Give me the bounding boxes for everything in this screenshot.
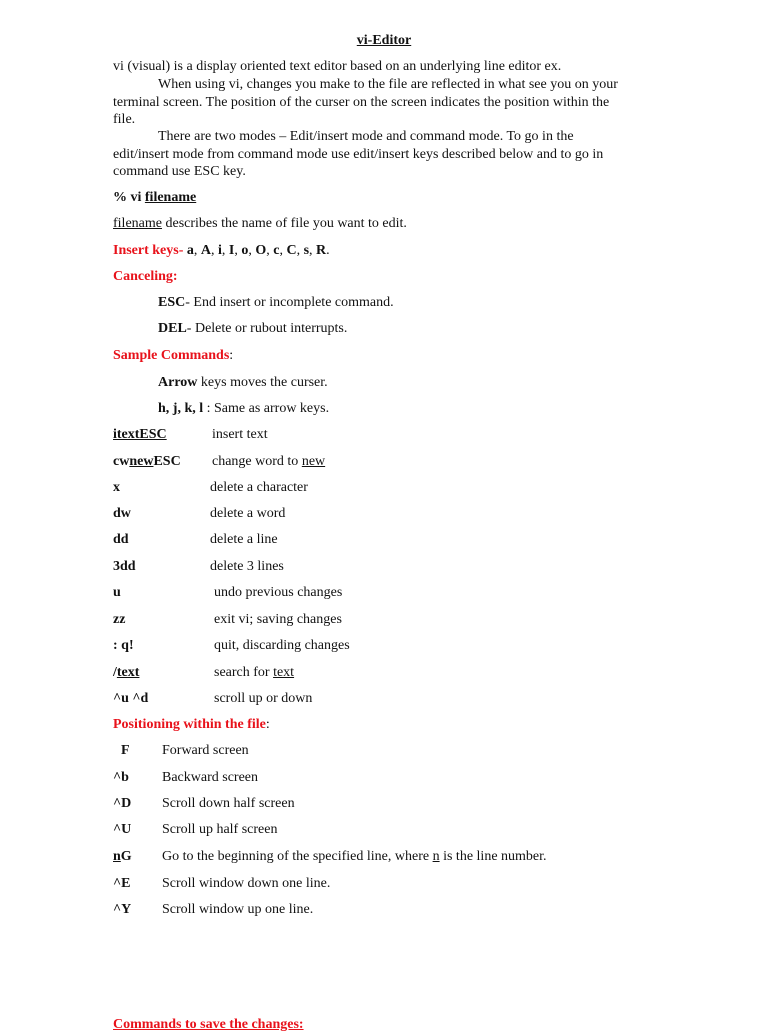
intro-line: There are two modes – Edit/insert mode and command mode. To go in the [158, 129, 574, 144]
command-desc [210, 505, 285, 523]
insert-key: O [255, 243, 267, 258]
positioning-heading-text: Positioning within the file [113, 717, 266, 732]
separator: , [266, 243, 274, 258]
cmd-desc: delete a line [210, 532, 278, 547]
position-key [113, 901, 131, 919]
pos-key: ^Y [113, 902, 132, 917]
insert-keys-label: Insert keys- [113, 243, 184, 258]
pos-key: ^D [113, 796, 132, 811]
pos-key: ^b [113, 770, 129, 785]
save-commands-heading: Commands to save the changes: [113, 1017, 304, 1032]
cmd-post: ESC [153, 454, 181, 469]
cmd-desc-u: new [301, 454, 326, 469]
hjkl-line [158, 400, 329, 418]
command-desc [214, 611, 342, 629]
cmd-desc: delete a character [210, 480, 308, 495]
insert-key: c [273, 243, 280, 258]
page-title: vi-Editor [356, 33, 412, 48]
cmd-pre: u [113, 585, 121, 600]
cmd-pre: / [113, 665, 117, 680]
intro-line: file. [113, 112, 136, 127]
usage-command [113, 189, 196, 207]
command-desc [214, 690, 312, 708]
cmd-pre: ^u ^d [113, 691, 149, 706]
command-desc [210, 479, 308, 497]
pos-key: ^E [113, 876, 131, 891]
cmd-mid: new [129, 454, 154, 469]
cmd-desc: delete a word [210, 506, 286, 521]
sample-heading-text: Sample Commands [113, 348, 230, 363]
pos-desc: Forward screen [162, 743, 249, 758]
cancel-desc: - Delete or rubout interrupts. [186, 321, 348, 336]
insert-key: A [200, 243, 212, 258]
pos-key: ^U [113, 822, 132, 837]
position-key [113, 875, 130, 893]
position-key [113, 821, 131, 839]
position-key [113, 795, 131, 813]
insert-keys-line [113, 242, 330, 260]
cmd-desc: search for [214, 665, 274, 680]
cmd-pre: cw [113, 454, 130, 469]
command-key [113, 611, 125, 629]
separator: . [326, 243, 330, 258]
cmd-desc: quit, discarding changes [214, 638, 350, 653]
usage-desc-arg: filename [113, 216, 162, 231]
intro-line: edit/insert mode from command mode use edit/insert keys described below and to go in [113, 147, 604, 162]
intro-line: vi (visual) is a display oriented text editor based on an underlying line editor ex. [113, 59, 562, 74]
arrow-keys-line [158, 374, 328, 392]
insert-key: R [316, 243, 327, 258]
separator: , [248, 243, 256, 258]
cmd-pre: 3dd [113, 559, 136, 574]
separator: , [234, 243, 242, 258]
intro-line: command use ESC key. [113, 164, 246, 179]
command-key [113, 690, 148, 708]
pos-desc: Go to the beginning of the specified line, where [162, 849, 433, 864]
cmd-pre: x [113, 480, 120, 495]
cmd-mid: text [116, 665, 140, 680]
cmd-pre: zz [113, 612, 126, 627]
command-desc [212, 453, 325, 471]
hjkl-desc: : Same as arrow keys. [203, 401, 330, 416]
separator: , [211, 243, 219, 258]
position-desc [162, 821, 277, 839]
cmd-pre: dd [113, 532, 129, 547]
insert-key: o [241, 243, 249, 258]
cmd-pre: dw [113, 506, 131, 521]
cmd-desc: insert text [212, 427, 268, 442]
cmd-desc: undo previous changes [214, 585, 343, 600]
pos-desc: Scroll down half screen [162, 796, 295, 811]
hjkl-keys: h, j, k, l [158, 401, 204, 416]
command-key [113, 531, 129, 549]
command-key [113, 453, 181, 471]
command-key [113, 505, 131, 523]
pos-desc-u: n [432, 849, 440, 864]
cmd-desc-u: text [273, 665, 295, 680]
cmd-desc: delete 3 lines [210, 559, 284, 574]
position-desc [162, 848, 547, 866]
command-key [113, 637, 134, 655]
intro-line: When using vi, changes you make to the file are reflected in what see you on your [158, 77, 618, 92]
insert-key: C [286, 243, 297, 258]
command-key [113, 558, 136, 576]
pos-desc-post: is the line number. [439, 849, 547, 864]
pos-key-u: n [113, 849, 121, 864]
insert-key: a [183, 243, 194, 258]
position-key [121, 742, 130, 760]
pos-key: F [121, 743, 130, 758]
insert-key: i [218, 243, 222, 258]
command-desc [214, 664, 294, 682]
position-desc [162, 875, 330, 893]
arrow-desc: keys moves the curser. [197, 375, 328, 390]
command-desc [210, 558, 284, 576]
cancel-key: ESC [158, 295, 186, 310]
position-desc [162, 901, 313, 919]
separator: , [309, 243, 317, 258]
positioning-heading [113, 716, 270, 734]
pos-key: G [120, 849, 132, 864]
command-key [113, 584, 121, 602]
pos-desc: Backward screen [162, 770, 259, 785]
position-desc [162, 742, 249, 760]
canceling-heading: Canceling: [113, 269, 178, 284]
position-key [113, 769, 129, 787]
sample-heading [113, 347, 233, 365]
command-desc [214, 637, 350, 655]
separator: , [221, 243, 229, 258]
insert-key: I [228, 243, 235, 258]
positioning-heading-colon: : [265, 717, 270, 732]
cmd-desc: exit vi; saving changes [214, 612, 342, 627]
command-desc [210, 531, 278, 549]
separator: , [296, 243, 304, 258]
cmd-mid: itextESC [113, 427, 167, 442]
pos-desc: Scroll up half screen [162, 822, 278, 837]
cancel-desc: - End insert or incomplete command. [185, 295, 394, 310]
pos-desc: Scroll window up one line. [162, 902, 314, 917]
command-key [113, 479, 120, 497]
usage-description [113, 215, 407, 233]
cmd-pre: : q! [113, 638, 134, 653]
intro-line: terminal screen. The position of the curser on the screen indicates the position within the [113, 95, 610, 110]
canceling-item [158, 294, 394, 312]
separator: , [279, 243, 287, 258]
cmd-desc: change word to [212, 454, 302, 469]
separator: , [193, 243, 201, 258]
usage-prefix: % vi [113, 190, 145, 205]
position-desc [162, 769, 258, 787]
pos-desc: Scroll window down one line. [162, 876, 331, 891]
usage-arg: filename [144, 190, 197, 205]
cancel-key: DEL [158, 321, 187, 336]
arrow-key: Arrow [158, 375, 198, 390]
position-desc [162, 795, 295, 813]
command-key [113, 426, 167, 444]
usage-desc-rest: describes the name of file you want to edit. [161, 216, 407, 231]
insert-key: s [303, 243, 310, 258]
command-key [113, 664, 139, 682]
cmd-desc: scroll up or down [214, 691, 313, 706]
canceling-item [158, 320, 347, 338]
command-desc [214, 584, 342, 602]
command-desc [212, 426, 268, 444]
sample-heading-colon: : [229, 348, 234, 363]
position-key [113, 848, 132, 866]
